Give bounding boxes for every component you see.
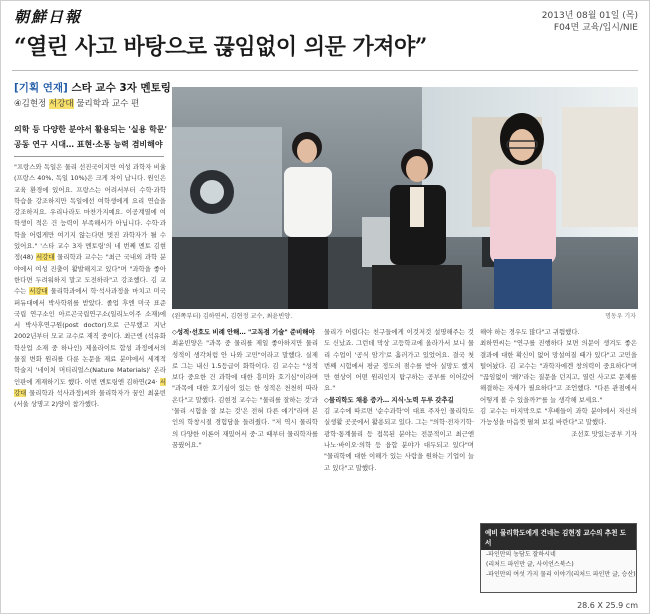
- author-line: [14, 97, 139, 109]
- divider: [14, 156, 164, 157]
- article-headline: “열린 사고 바탕으로 끊임없이 의문 가져야”: [14, 34, 427, 60]
- paragraph: 해야 하는 경우도 많다"고 귀띔했다.: [480, 328, 580, 336]
- article-column-b: [324, 327, 474, 607]
- book-item: -파인만의 농담도 잘하시네: [486, 551, 556, 558]
- paragraph: '스타 교수 3자 멘토링'의 네 번째 멘토 김현정(48): [14, 242, 166, 262]
- clip-size: 28.6 X 25.9 cm: [577, 601, 638, 610]
- paragraph: 물리가 어렵다는 친구들에게 이것저것 설명해주는 것도 신났죠. 그런데 막상 고등학교에 올라가서 보니 물리 수업이 '공식 암기'로 흘러가고 있었어요. 결국 첫 번째 시험에서 평균 정도의 점수를 받아 실망도 했지만 현상이 어떤 원리인지 탐구하는 공부를 이어갔어요.": [324, 328, 474, 393]
- author-suffix: 물리학과 교수 편: [76, 99, 140, 109]
- dateline: [542, 10, 638, 34]
- paragraph: 이번 멘토링엔 김하연(24·: [84, 377, 158, 386]
- issue-date: 2013년 08월 01일 (목): [541, 11, 638, 21]
- book-item: -파인만의 여섯 가지 물리 이야기(리처드 파인만 글, 승산): [486, 571, 636, 578]
- section-heading: ◇성적·선호도 비례 안해… "고독점 기술" 준비해야: [172, 328, 315, 336]
- highlight: 서강대: [35, 253, 55, 262]
- book-item: (리처드 파인만 글, 사이언스북스): [486, 561, 574, 568]
- series-title: [14, 80, 171, 95]
- paragraph: 물리학과 교수는 "최근 국내외 과학 분야에서 여성 진출이 활발해지고 있다"며 "과학을 좋아한다면 두려워하지 말고 도전하라"고 강조했다. 김 교수는: [14, 253, 166, 296]
- photo-illustration: [172, 87, 638, 309]
- highlight: 서강대: [29, 287, 48, 296]
- article-column-left: [14, 162, 166, 602]
- paragraph: 김 교수에 따르면 '순수과학'이 대표 주자인 물리학도 실생활 곳곳에서 활용되고 있다. 그는 "의학·전자기학·광학·통계물리 등 접목된 분야는 전문적이고 최근엔 나노·바이오·의학 등 융합 분야가 대두되고 있다"며 "물리학에 대한 이해가 있는 사람을 원하는 기업이 늘고 있다"고 말했다.: [324, 407, 474, 472]
- article-column-a: [172, 327, 318, 607]
- issue-section: F04면 교육/입시/NIE: [553, 23, 638, 33]
- paragraph: 물리학과 석사과정)씨와 물리학자가 꿈인 최윤빈(서울 상명고 2)양이 참가했다.: [14, 388, 166, 409]
- byline: 조선호 맛있는공부 기자: [571, 429, 637, 438]
- photo-caption: (왼쪽부터) 김하연씨, 김현정 교수, 최윤빈양.: [172, 313, 293, 320]
- paragraph: "프랑스와 독일은 물리 선진국이지만 여성 과학자 비율(프랑스 40%, 독일 10%)은 크게 차이 납니다. 원인은 교육 환경에 있어요. 프랑스는 어려서부터 수학·과학 학습을 강조하지만 독일에선 여학생에게 요리 연습을 강조하지요. 우리나라도 마찬가지예요. 이공계열에 여학생이 적은 건 능력이 부족해서가 아닙니다. 수학·과학을 어렵게만 여기지 않는다면 멋진 과학자가 될 수 있어요.": [14, 163, 166, 251]
- subhead-1: 의학 등 다양한 분야서 활용되는 '실용 학문': [14, 125, 167, 134]
- highlight: 서강대: [14, 377, 166, 397]
- paragraph: 김 교수는 마지막으로 "후배들이 과학 분야에서 자신의 가능성을 마음껏 펼쳐 보길 바란다"고 말했다.: [480, 407, 637, 427]
- section-heading: ◇물리학도 채용 증가… 지식·노력 두루 갖추길: [324, 395, 454, 404]
- newspaper-masthead: 朝鮮日報: [14, 8, 83, 26]
- author-prefix: ④김현정: [14, 99, 47, 109]
- paragraph: 최하연씨는 "연구를 진행하다 보면 의문이 생겨도 좋은 결과에 대한 확신이 없어 망설여질 때가 있다"고 고민을 털어놨다. 김 교수는 "과학자에겐 창의력이 중요하다"며 "끊임없이 '왜?'라는 질문을 던지고, 열린 사고로 문제를 해결하는 자세가 필요하다"고 조언했다. "다른 관점에서 어떻게 볼 수 있을까?"를 늘 생각해 보세요.": [480, 339, 637, 404]
- subhead-2: 공동 연구 시대… 표현·소통 능력 겸비해야: [14, 140, 163, 149]
- recommended-books-box: [480, 523, 637, 593]
- series-name: 스타 교수 3자 멘토링: [71, 82, 171, 94]
- box-title: 예비 물리학도에게 건네는 김현정 교수의 추천 도서: [481, 524, 636, 550]
- author-highlight: 서강대: [48, 99, 74, 109]
- divider: [12, 70, 638, 71]
- paragraph: 물리학과에서 학·석사과정을 마치고 미국 퍼듀대에서 박사학위를 받았다. 졸업 후엔 미국 표준 국립 연구소인 아르곤국립연구소(일리노이주 소재)에서 박사후연구원(post doctor)으로 근무했고 지난 2002년부터 모교 교수로 재직 중이다. 최근엔 (석유화학산업 소재 중 하나인) 제올라이트 합성 과정에서의 물질 변화 원리를 다룬 논문을 재료 분야에서 세계적 학술지 '네이처 머티리얼스(Nature Materials)' 온라인판에 게재하기도 했다.: [14, 287, 166, 386]
- article-photo: [172, 87, 638, 309]
- photo-credit: 명동우 기자: [605, 313, 636, 320]
- article-column-c: [480, 327, 637, 517]
- series-tag: [기획 연재]: [14, 82, 68, 94]
- paragraph: 최윤빈양은 "과목 중 물리를 제일 좋아하지만 물리 성적이 생각처럼 안 나와 고민"이라고 말했다. 실제로 그는 내신 1.5등급이 화학이다. 김 교수는 "성적보다 중요한 건 과학에 대한 흥미와 호기심"이라며 "과목에 대한 호기심이 있는 한 성적은 천천히 따라온다"고 말했다. 김현정 교수는 "물리를 잘하는 것'과 '물리 시험을 잘 보는 것'은 전혀 다른 얘기"라며 본인의 학창시절 경험담을 들려줬다. "저 역시 물리학의 다양한 이론이 재밌어서 중·고 때부터 물리학자를 꿈꿨어요.": [172, 339, 318, 449]
